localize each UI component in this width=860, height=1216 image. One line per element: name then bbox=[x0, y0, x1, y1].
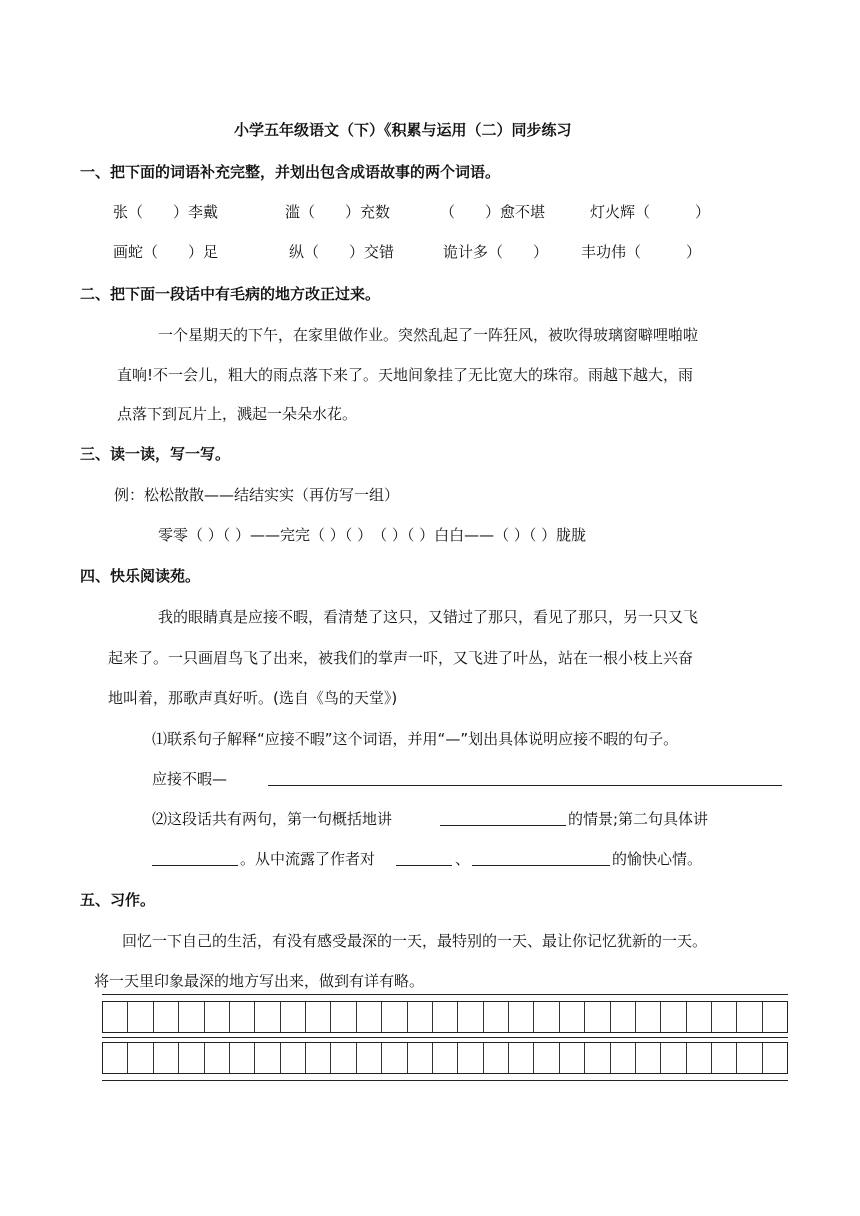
question-2-part-d: 的愉快心情。 bbox=[612, 850, 703, 868]
word-item: 丰功伟（ ） bbox=[581, 243, 702, 261]
word-item: 滥（ ）充数 bbox=[285, 203, 391, 221]
word-item: 诡计多（ ） bbox=[443, 243, 549, 261]
section2-heading: 二、把下面一段话中有毛病的地方改正过来。 bbox=[80, 285, 381, 303]
q2-blank-4[interactable] bbox=[472, 865, 610, 866]
grid-bottom-line bbox=[102, 1080, 788, 1081]
writing-grid-row[interactable] bbox=[102, 1001, 788, 1033]
composition-prompt-line: 回忆一下自己的生活，有没有感受最深的一天，最特别的一天、最让你记忆犹新的一天。 bbox=[122, 932, 708, 950]
writing-grid-row[interactable] bbox=[102, 1042, 788, 1074]
reading-line: 地叫着，那歌声真好听。(选自《鸟的天堂》) bbox=[108, 689, 398, 707]
paragraph-line: 直响!不一会儿，粗大的雨点落下来了。天地间象挂了无比宽大的珠帘。雨越下越大，雨 bbox=[117, 366, 694, 384]
q2-blank-3[interactable] bbox=[396, 865, 452, 866]
word-item: 张（ ）李戴 bbox=[113, 203, 219, 221]
word-item: （ ）愈不堪 bbox=[440, 203, 546, 221]
q2-blank-2[interactable] bbox=[152, 865, 238, 866]
question-2-part-a: ⑵这段话共有两句，第一句概括地讲 bbox=[152, 810, 393, 828]
page-title: 小学五年级语文（下）《积累与运用（二）同步练习 bbox=[234, 121, 572, 139]
q1-answer-blank[interactable] bbox=[268, 785, 782, 786]
q1-answer-label: 应接不暇— bbox=[152, 770, 228, 788]
question-1: ⑴联系句子解释“应接不暇”这个词语，并用“—”划出具体说明应接不暇的句子。 bbox=[152, 730, 679, 748]
question-2-part-b: 的情景;第二句具体讲 bbox=[568, 810, 709, 828]
question-2-separator: 、 bbox=[455, 850, 471, 868]
exercise-line: 零零（ ）（ ）——完完（ ）（ ） （ ）（ ）白白——（ ）（ ）胧胧 bbox=[158, 526, 587, 544]
word-item: 画蛇（ ）足 bbox=[113, 243, 219, 261]
word-item: 灯火辉（ ） bbox=[590, 203, 711, 221]
paragraph-line: 点落下到瓦片上，溅起一朵朵水花。 bbox=[117, 405, 358, 423]
q2-blank-1[interactable] bbox=[440, 825, 566, 826]
paragraph-line: 一个星期天的下午，在家里做作业。突然乱起了一阵狂风，被吹得玻璃窗噼哩啪啦 bbox=[158, 326, 699, 344]
question-2-part-c: 。从中流露了作者对 bbox=[240, 850, 376, 868]
section4-heading: 四、快乐阅读苑。 bbox=[80, 567, 201, 585]
word-item: 纵（ ）交错 bbox=[289, 243, 395, 261]
section1-heading: 一、把下面的词语补充完整，并划出包含成语故事的两个词语。 bbox=[80, 163, 501, 181]
section3-heading: 三、读一读，写一写。 bbox=[80, 445, 231, 463]
reading-line: 起来了。一只画眉鸟飞了出来，被我们的掌声一吓，又飞进了叶丛，站在一根小枝上兴奋 bbox=[108, 649, 694, 667]
section5-heading: 五、习作。 bbox=[80, 891, 156, 909]
grid-separator-line bbox=[102, 1037, 788, 1038]
composition-prompt-line: 将一天里印象最深的地方写出来，做到有详有略。 bbox=[94, 972, 425, 990]
reading-line: 我的眼睛真是应接不暇，看清楚了这只，又错过了那只，看见了那只，另一只又飞 bbox=[158, 608, 699, 626]
grid-top-line bbox=[102, 994, 788, 995]
example-line: 例：松松散散——结结实实（再仿写一组） bbox=[114, 486, 400, 504]
